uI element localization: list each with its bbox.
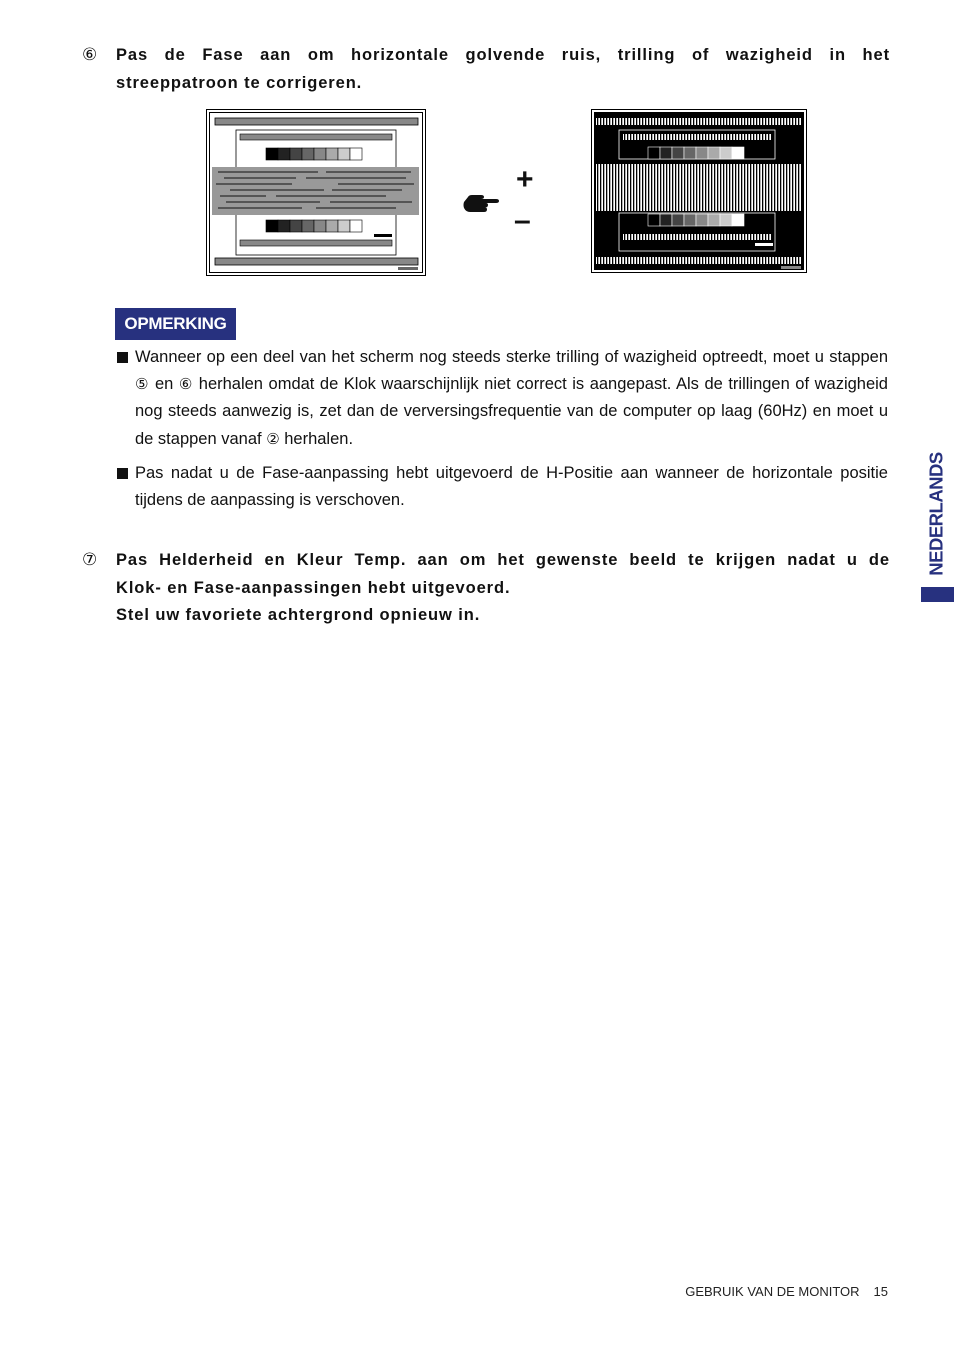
note-item-h-position: [116, 460, 888, 514]
corrected-pattern-figure: [591, 109, 807, 278]
step-6-line-1: Pas de Fase aan om horizontale golvende ruis, trilling of wazigheid in het: [116, 46, 890, 64]
page-number: 15: [873, 1284, 888, 1299]
step-6-line-2: streeppatroon te corrigeren.: [116, 73, 363, 92]
step-6: [82, 42, 890, 97]
plus-sign: +: [516, 163, 534, 196]
step-7-number: ⑦: [82, 550, 98, 570]
square-bullet-icon: [117, 352, 128, 363]
step-7-line-2: Klok- en Fase-aanpassingen hebt uitgevoerd.: [116, 578, 511, 597]
step-7-text: [116, 547, 890, 630]
step-7-line-3: Stel uw favoriete achtergrond opnieuw in.: [116, 606, 481, 624]
step-6-number: ⑥: [82, 45, 98, 65]
note-item-1-text-d: herhalen omdat de Klok waarschijnlijk niet correct is aangepast. Als de trillingen of wazigheid nog steeds aanwezig is, zet dan de verversingsfrequentie van de computer op laag (60Hz) en moet u de stappen vanaf: [135, 375, 888, 448]
page-footer: [685, 1284, 888, 1299]
pointing-hand-icon: [462, 191, 500, 220]
pointing-hand-graphic: [462, 191, 500, 215]
circled-number-5: ⑤: [135, 375, 150, 394]
step-6-text: [116, 42, 890, 97]
language-side-tab: [921, 448, 953, 580]
corrected-pattern-illustration: [591, 109, 807, 273]
note-badge: OPMERKING: [115, 308, 236, 340]
note-item-1-text-e: herhalen.: [279, 429, 354, 448]
language-label: NEDERLANDS: [926, 452, 948, 576]
language-tab-marker: [921, 587, 954, 602]
note-item-clock: [116, 344, 888, 453]
note-item-2-text: Pas nadat u de Fase-aanpassing hebt uitgevoerd de H-Positie aan wanneer de horizontale positie tijdens de aanpassing is verschoven.: [135, 463, 888, 510]
note-item-1-text-a: Wanneer op een deel van het scherm nog steeds sterke trilling of wazigheid optreedt, moet u stappen: [135, 348, 888, 366]
step-7: [82, 547, 890, 630]
circled-number-6: ⑥: [178, 375, 194, 394]
square-bullet-icon: [117, 468, 128, 479]
circled-number-2: ②: [266, 429, 280, 448]
noisy-pattern-figure: [206, 109, 426, 281]
note-item-1-text-b: en: [149, 375, 179, 394]
step-7-line-1: Pas Helderheid en Kleur Temp. aan om het gewenste beeld te krijgen nadat u de: [116, 551, 890, 569]
minus-sign: –: [514, 204, 531, 237]
footer-section-title: GEBRUIK VAN DE MONITOR: [685, 1284, 860, 1299]
noisy-pattern-illustration: [206, 109, 426, 276]
note-list: [116, 344, 888, 521]
